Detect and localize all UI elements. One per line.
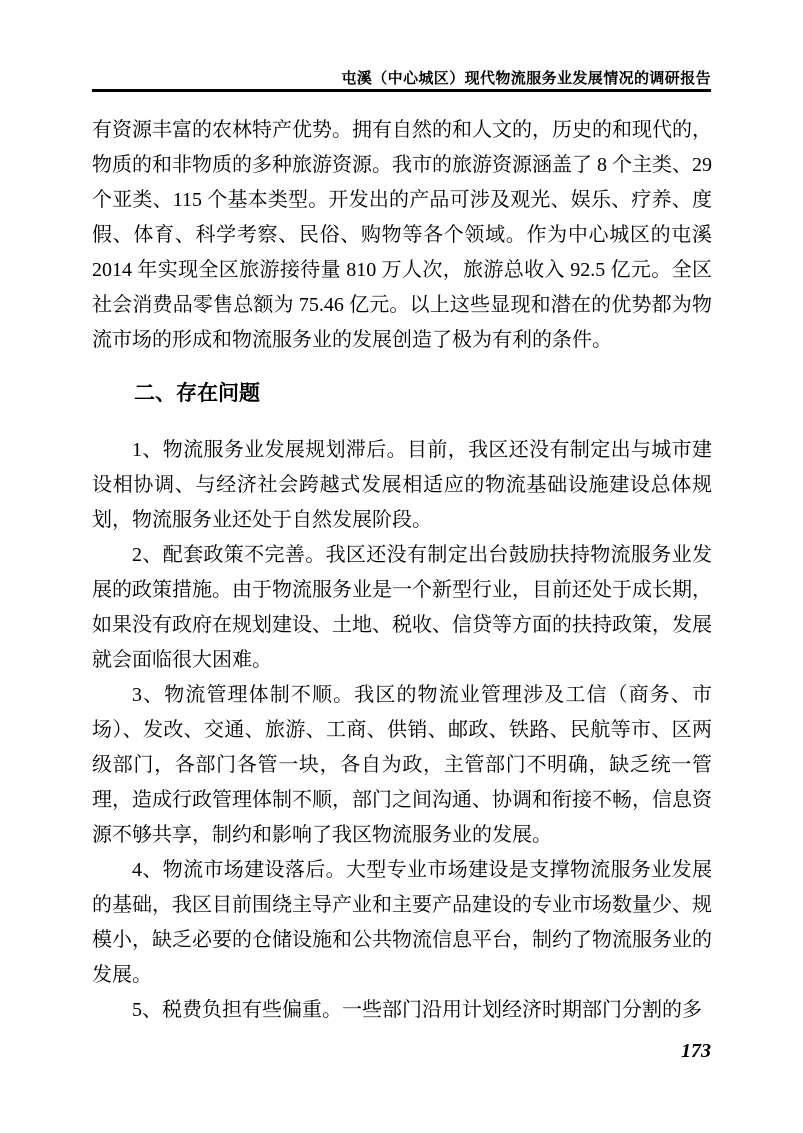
running-header-title: 屯溪（中心城区）现代物流服务业发展情况的调研报告 [341,71,711,87]
document-body [92,113,712,1028]
list-item-4: 4、物流市场建设落后。大型专业市场建设是支撑物流服务业发展的基础，我区目前围绕主导产业和主要产品建设的专业市场数量少、规模小，缺乏必要的仓储设施和公共物流信息平台，制约了物流服务业的发展。 [92,859,712,986]
list-item-5: 5、税费负担有些偏重。一些部门沿用计划经济时期部门分割的多 [132,999,702,1021]
header-rule [92,89,711,92]
section-heading: 二、存在问题 [134,381,260,405]
page-number: 173 [681,1040,711,1062]
list-item-1: 1、物流服务业发展规划滞后。目前，我区还没有制定出与城市建设相协调、与经济社会跨越式发展相适应的物流基础设施建设总体规划，物流服务业还处于自然发展阶段。 [92,439,712,531]
list-item-3: 3、物流管理体制不顺。我区的物流业管理涉及工信（商务、市场）、发改、交通、旅游、工商、供销、邮政、铁路、民航等市、区两级部门，各部门各管一块，各自为政，主管部门不明确，缺乏统一管理，造成行政管理体制不顺，部门之间沟通、协调和衔接不畅，信息资源不够共享，制约和影响了我区物流服务业的发展。 [92,684,712,846]
list-item-2: 2、配套政策不完善。我区还没有制定出台鼓励扶持物流服务业发展的政策措施。由于物流服务业是一个新型行业，目前还处于成长期，如果没有政府在规划建设、土地、税收、信贷等方面的扶持政策，发展就会面临很大困难。 [92,544,712,671]
intro-paragraph: 有资源丰富的农林特产优势。拥有自然的和人文的，历史的和现代的，物质的和非物质的多种旅游资源。我市的旅游资源涵盖了 8 个主类、29 个亚类、115 个基本类型。开发出的产品可涉及观光、娱乐、疗养、度假、体育、科学考察、民俗、购物等各个领域。作为中心城区的屯溪 2014 年实现全区旅游接待量 810 万人次，旅游总收入 92.5 亿元。全区社会消费品零售总额为 75.46 亿元。以上这些显现和潜在的优势都为物流市场的形成和物流服务业的发展创造了极为有利的条件。 [92,119,712,351]
